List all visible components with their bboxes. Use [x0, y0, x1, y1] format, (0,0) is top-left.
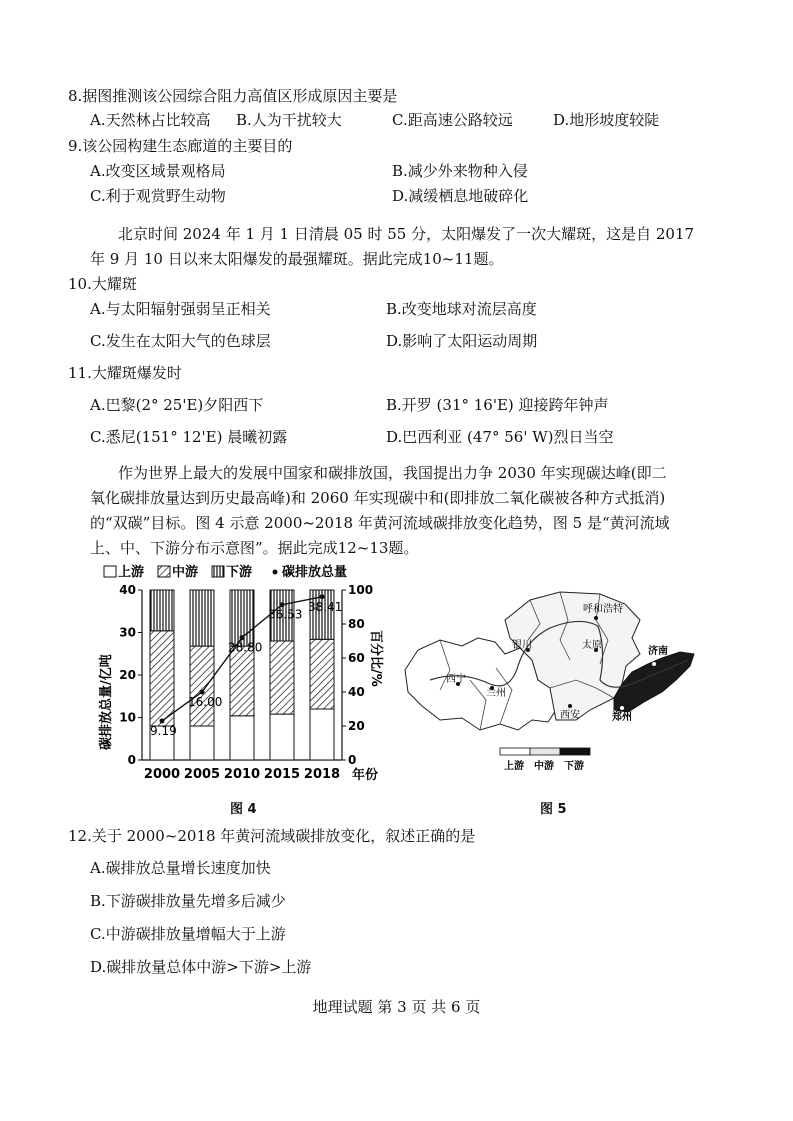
city-label-hohhot: 呼和浩特: [583, 604, 623, 615]
intro2-line1: 作为世界上最大的发展中国家和碳排放国，我国提出力争 2030 年实现碳达峰(即二: [118, 464, 667, 482]
total-data-label-2005: 16.00: [188, 695, 223, 709]
x-tick-label: 2010: [223, 767, 261, 782]
legend-label-total: 碳排放总量: [282, 565, 348, 580]
total-point-2005: [200, 690, 205, 695]
x-tick-label: 2018: [303, 767, 341, 782]
bar-midstream-2000: [150, 631, 174, 726]
q10-option-b: B.改变地球对流层高度: [386, 300, 537, 318]
q10-option-a: A.与太阳辐射强弱呈正相关: [90, 300, 271, 318]
figure-5-map: [400, 580, 710, 780]
total-point-2015: [280, 602, 285, 607]
q9-stem: 9.该公园构建生态廊道的主要目的: [68, 137, 293, 155]
legend-label-downstream: 下游: [226, 565, 253, 580]
bar-upstream-2010: [230, 716, 254, 760]
map-legend-label-downstream: 下游: [564, 761, 584, 772]
total-data-label-2000: 9.19: [150, 723, 177, 738]
bars-layer: [150, 590, 334, 760]
intro2-line2: 氧化碳排放量达到历史最高峰)和 2060 年实现碳中和(即排放二氧化碳被各种方式抵消): [90, 489, 666, 507]
q9-option-d: D.减缓栖息地破碎化: [392, 187, 529, 205]
q8-stem: 8.据图推测该公园综合阻力高值区形成原因主要是: [68, 87, 398, 105]
figure-4-chart: [90, 560, 400, 790]
q11-option-b: B.开罗 (31° 16'E) 迎接跨年钟声: [386, 396, 609, 414]
legend-swatch-midstream: [158, 566, 170, 577]
total-data-label-2010: 28.80: [228, 640, 263, 655]
chart-legend: [104, 564, 347, 580]
city-label-xining: 西宁: [446, 674, 466, 685]
x-tick-label: 2000: [143, 767, 181, 782]
city-label-zhengzhou: 郑州: [612, 712, 632, 723]
map-legend-label-midstream: 中游: [534, 761, 554, 772]
right-axis-label: 百分比/%: [368, 630, 383, 687]
q8-option-a: A.天然林占比较高: [90, 111, 211, 129]
q9-option-b: B.减少外来物种入侵: [392, 162, 528, 180]
right-tick-label: 20: [348, 719, 365, 733]
city-label-taiyuan: 太原: [582, 640, 602, 651]
city-label-xian: 西安: [560, 710, 580, 721]
city-label-lanzhou: 兰州: [486, 688, 506, 699]
intro2-line4: 上、中、下游分布示意图”。据此完成12~13题。: [90, 539, 419, 557]
bar-midstream-2018: [310, 639, 334, 709]
intro2-line3: 的“双碳”目标。图 4 示意 2000~2018 年黄河流域碳排放变化趋势，图 5 是“黄河流域: [90, 514, 670, 532]
bar-midstream-2005: [190, 646, 214, 726]
q10-option-d: D.影响了太阳运动周期: [386, 332, 538, 350]
bar-downstream-2005: [190, 590, 214, 646]
right-tick-label: 100: [348, 583, 374, 597]
q12-option-c: C.中游碳排放量增幅大于上游: [90, 925, 286, 943]
total-data-label-2018: 38.41: [308, 599, 343, 614]
legend-label-upstream: 上游: [118, 565, 145, 580]
x-axis-label: 年份: [352, 768, 379, 783]
q11-option-c: C.悉尼(151° 12'E) 晨曦初露: [90, 428, 288, 446]
city-dot-jinan: [652, 662, 656, 666]
x-tick-label: 2015: [263, 767, 301, 782]
figure-5-caption: 图 5: [540, 802, 567, 817]
left-tick-label: 0: [127, 753, 136, 767]
map-legend-label-upstream: 上游: [504, 761, 524, 772]
q10-option-c: C.发生在太阳大气的色球层: [90, 332, 271, 350]
total-point-2010: [240, 635, 245, 640]
map-legend-swatch-midstream: [530, 748, 560, 755]
city-label-jinan: 济南: [648, 646, 668, 657]
city-label-yinchuan: 银川: [512, 640, 532, 651]
bar-midstream-2010: [230, 646, 254, 716]
map-legend: [500, 748, 590, 772]
intro1-line1: 北京时间 2024 年 1 月 1 日清晨 05 时 55 分，太阳爆发了一次大耀斑，这是自 2017: [118, 225, 695, 243]
bar-midstream-2015: [270, 641, 294, 714]
left-tick-label: 40: [119, 583, 136, 597]
page-footer: 地理试题 第 3 页 共 6 页: [312, 998, 481, 1016]
q12-option-a: A.碳排放总量增长速度加快: [90, 859, 271, 877]
bar-upstream-2015: [270, 714, 294, 760]
q8-option-b: B.人为干扰较大: [236, 111, 342, 129]
q12-option-d: D.碳排放量总体中游>下游>上游: [90, 958, 312, 976]
total-point-2018: [320, 594, 325, 599]
q11-option-d: D.巴西利亚 (47° 56' W)烈日当空: [386, 428, 614, 446]
q9-option-a: A.改变区域景观格局: [90, 162, 226, 180]
right-tick-label: 0: [348, 753, 357, 767]
right-tick-label: 80: [348, 617, 365, 631]
left-tick-label: 10: [119, 710, 136, 725]
city-dot-zhengzhou: [620, 706, 624, 710]
q8-option-c: C.距高速公路较远: [392, 111, 513, 129]
q9-option-c: C.利于观赏野生动物: [90, 187, 226, 205]
left-tick-label: 30: [119, 625, 136, 640]
city-dot-xian: [568, 704, 572, 708]
right-tick-label: 60: [348, 651, 365, 665]
bar-upstream-2005: [190, 726, 214, 760]
right-tick-label: 40: [348, 685, 365, 699]
map-legend-swatch-downstream: [560, 748, 590, 755]
total-data-label-2015: 36.53: [268, 607, 303, 622]
intro1-line2: 年 9 月 10 日以来太阳爆发的最强耀斑。据此完成10~11题。: [90, 250, 504, 268]
map-legend-swatch-upstream: [500, 748, 530, 755]
q10-stem: 10.大耀斑: [68, 275, 137, 293]
bar-downstream-2000: [150, 590, 174, 631]
figure-4-caption: 图 4: [230, 802, 257, 817]
total-point-2000: [160, 718, 165, 723]
q8-option-d: D.地形坡度较陡: [553, 111, 660, 129]
legend-marker-total: [273, 570, 278, 575]
q12-option-b: B.下游碳排放量先增多后减少: [90, 892, 286, 910]
left-tick-label: 20: [119, 668, 136, 682]
q12-stem: 12.关于 2000~2018 年黄河流域碳排放变化，叙述正确的是: [68, 827, 476, 845]
legend-label-midstream: 中游: [172, 565, 199, 580]
legend-swatch-upstream: [104, 566, 116, 577]
x-tick-label: 2005: [183, 767, 221, 782]
bar-upstream-2018: [310, 709, 334, 760]
q11-option-a: A.巴黎(2° 25'E)夕阳西下: [90, 396, 264, 414]
legend-swatch-downstream: [212, 566, 224, 577]
city-dot-hohhot: [594, 616, 598, 620]
left-axis-label: 碳排放总量/亿吨: [99, 654, 114, 750]
q11-stem: 11.大耀斑爆发时: [68, 364, 182, 382]
